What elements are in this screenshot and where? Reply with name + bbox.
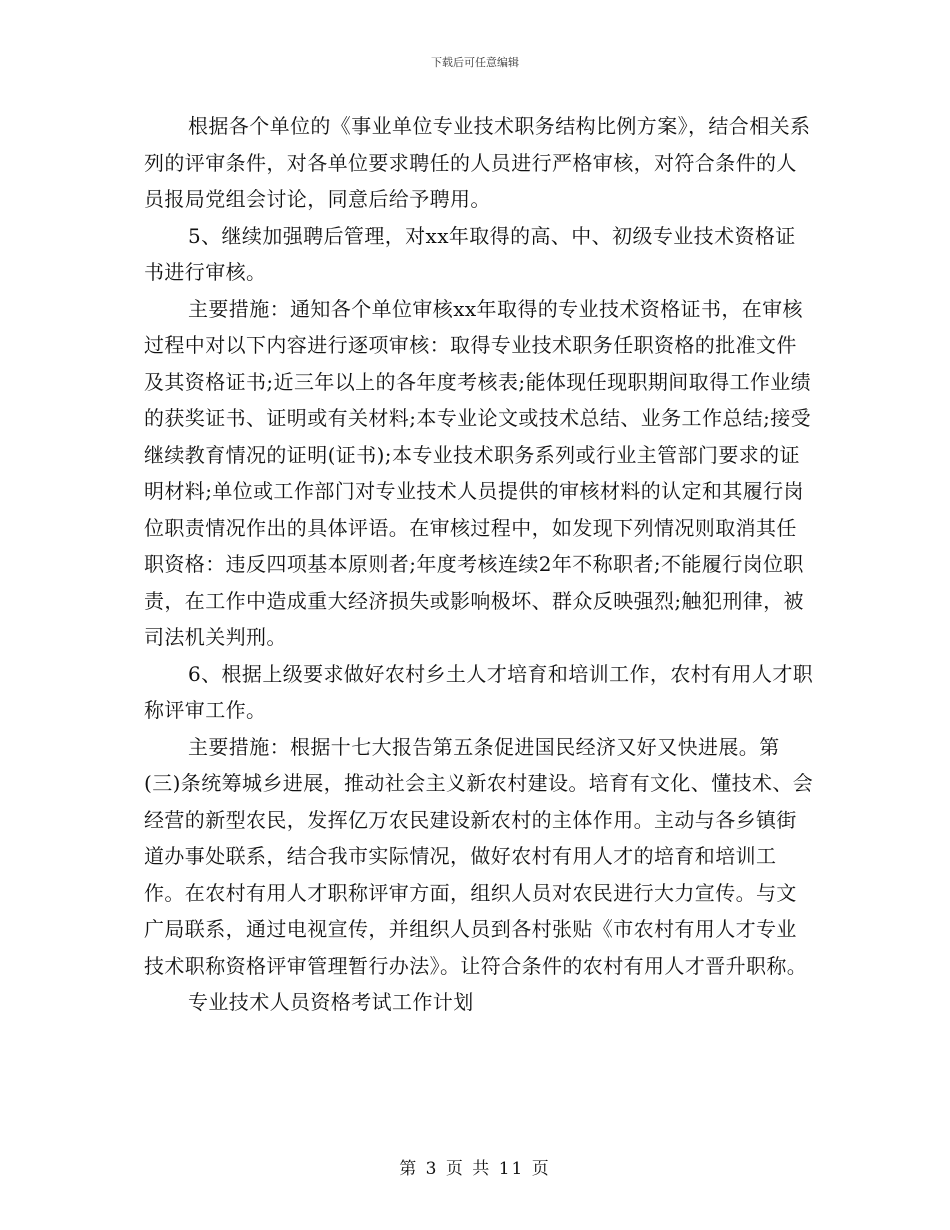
paragraph-measures-review: 主要措施：通知各个单位审核xx年取得的专业技术资格证书，在审核过程中对以下内容进行逐项审核：取得专业技术职务任职资格的批准文件及其资格证书;近三年以上的各年度考核表;能体现任现职期间取得工作业绩的获奖证书、证明或有关材料;本专业论文或技术总结、业务工作总结;接受继续教育情况的证明(证书);本专业技术职务系列或行业主管部门要求的证明材料;单位或工作部门对专业技术人员提供的审核材料的认定和其履行岗位职责情况作出的具体评语。在审核过程中，如发现下列情况则取消其任职资格：违反四项基本原则者;年度考核连续2年不称职者;不能履行岗位职责，在工作中造成重大经济损失或影响极坏、群众反映强烈;触犯刑律，被司法机关判刑。 <box>144 296 812 649</box>
section-title: 专业技术人员资格考试工作计划 <box>188 990 474 1014</box>
paragraph-review-conditions: 根据各个单位的《事业单位专业技术职务结构比例方案》，结合相关系列的评审条件，对各单位要求聘任的人员进行严格审核，对符合条件的人员报局党组会讨论，同意后给予聘用。 <box>144 114 811 211</box>
document-body <box>144 108 814 1021</box>
page-footer: 第 3 页 共 11 页 <box>399 1159 551 1179</box>
paragraph-item-5: 5、继续加强聘后管理，对xx年取得的高、中、初级专业技术资格证书进行审核。 <box>144 223 796 284</box>
paragraph-item-6: 6、根据上级要求做好农村乡土人才培育和培训工作，农村有用人才职称评审工作。 <box>144 661 814 722</box>
paragraph-measures-rural: 主要措施：根据十七大报告第五条促进国民经济又好又快进展。第(三)条统筹城乡进展，推动社会主义新农村建设。培育有文化、懂技术、会经营的新型农民，发挥亿万农民建设新农村的主体作用。主动与各乡镇街道办事处联系，结合我市实际情况，做好农村有用人才的培育和培训工作。在农村有用人才职称评审方面，组织人员对农民进行大力宣传。与文广局联系，通过电视宣传，并组织人员到各村张贴《市农村有用人才专业技术职称资格评审管理暂行办法》。让符合条件的农村有用人才晋升职称。 <box>144 734 814 978</box>
page-header: 下载后可任意编辑 <box>431 56 519 69</box>
